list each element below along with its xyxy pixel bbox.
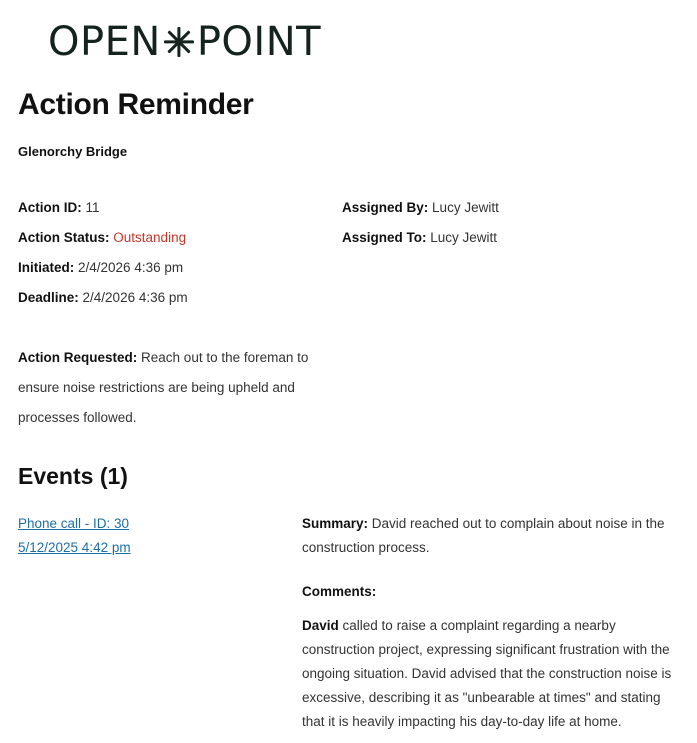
meta-row-assigned-to [342, 223, 679, 253]
event-summary-label: Summary: [302, 516, 369, 531]
action-requested-text: Reach out to the foreman to ensure noise restrictions are being upheld and processes followed. [18, 350, 309, 425]
meta-value: 2/4/2026 4:36 pm [82, 290, 188, 305]
action-requested-label: Action Requested: [18, 350, 138, 365]
event-link-timestamp[interactable]: 5/12/2025 4:42 pm [18, 540, 131, 555]
event-summary [302, 512, 679, 560]
event-comment-body [302, 614, 679, 734]
meta-row-deadline [18, 283, 342, 313]
page-title: Action Reminder [18, 88, 254, 121]
asterisk-mark-icon [162, 25, 196, 59]
meta-row-action-status [18, 223, 342, 253]
meta-label: Initiated: [18, 260, 75, 275]
document-subtitle: Glenorchy Bridge [18, 144, 128, 159]
logo-word-open: OPEN [48, 19, 161, 65]
meta-value: Lucy Jewitt [432, 200, 499, 215]
meta-row-action-id [18, 193, 342, 223]
events-list [18, 512, 679, 734]
event-link-title[interactable]: Phone call - ID: 30 [18, 516, 130, 531]
action-requested [18, 343, 338, 433]
comment-author: David [302, 618, 339, 633]
action-meta-left-column [18, 193, 342, 313]
action-meta-right-column [342, 193, 679, 313]
meta-label: Assigned To: [342, 230, 427, 245]
event-item [18, 512, 679, 734]
event-details [302, 512, 679, 734]
meta-label: Assigned By: [342, 200, 429, 215]
action-meta [18, 193, 679, 313]
meta-label: Deadline: [18, 290, 79, 305]
event-comments [302, 580, 679, 734]
meta-label: Action Status: [18, 230, 110, 245]
event-summary-text: David reached out to complain about noise in the construction process. [302, 516, 665, 555]
meta-value: Lucy Jewitt [430, 230, 498, 245]
logo-word-point: POINT [196, 19, 322, 65]
brand-logo [18, 0, 679, 65]
meta-value: 11 [85, 200, 100, 215]
meta-row-assigned-by [342, 193, 679, 223]
event-comments-label: Comments: [302, 584, 377, 599]
meta-value: 2/4/2026 4:36 pm [78, 260, 184, 275]
event-link-group[interactable] [18, 512, 302, 560]
meta-label: Action ID: [18, 200, 82, 215]
status-badge: Outstanding [113, 230, 187, 245]
comment-text: called to raise a complaint regarding a nearby construction project, expressing significant frustration with the ongoing situation. David advised that the construction noise is excessive, describing it as "unbearable at times" and stating that it is heavily impacting his day-to-day life at home. [302, 618, 672, 729]
meta-row-initiated [18, 253, 342, 283]
events-heading: Events (1) [18, 463, 128, 489]
